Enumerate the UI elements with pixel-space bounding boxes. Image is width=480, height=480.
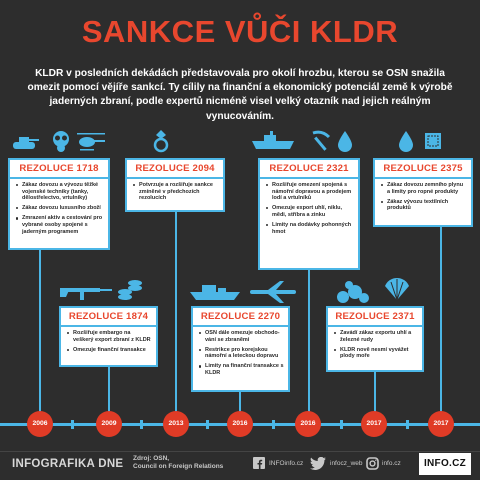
- tank-icon: [10, 129, 40, 155]
- twitter-handle: infocz_web: [330, 459, 363, 467]
- ship-icon: [250, 128, 296, 154]
- footer-source: [133, 455, 223, 471]
- source-line: Council on Foreign Relations: [133, 463, 224, 470]
- card-title: REZOLUCE 2321: [260, 160, 358, 179]
- coal-icon: [335, 276, 371, 306]
- instagram-link[interactable]: [365, 456, 401, 470]
- card-title: REZOLUCE 2371: [328, 308, 422, 327]
- shell-icon: [382, 274, 412, 304]
- list-item: Omezuje finanční transakce: [67, 347, 152, 354]
- connector-1718: [39, 248, 41, 412]
- year-marker: 2006: [27, 411, 53, 437]
- ship-icon: [188, 279, 242, 305]
- fabric-icon: [420, 128, 446, 154]
- coins-icon: [116, 274, 144, 304]
- card-rezoluce-1874: [59, 306, 158, 367]
- year-marker: 2017: [361, 411, 387, 437]
- plane-icon: [246, 279, 300, 305]
- instagram-icon: [365, 456, 379, 470]
- list-item: Zákaz dovozu luxusního zboží: [16, 205, 104, 212]
- timeline-tick: [406, 420, 409, 429]
- year-marker: 2009: [96, 411, 122, 437]
- connector-2321: [308, 268, 310, 412]
- connector-2094: [175, 210, 177, 412]
- card-rezoluce-2371: [326, 306, 424, 372]
- list-item: Zákaz vývozu textilních produktů: [381, 199, 467, 212]
- facebook-icon: [252, 456, 266, 470]
- card-title: REZOLUCE 2375: [375, 160, 471, 179]
- card-rezoluce-2321: [258, 158, 360, 270]
- facebook-handle: INFOinfo.cz: [269, 459, 304, 467]
- page-title: SANKCE VŮČI KLDR: [81, 14, 399, 49]
- connector-2270: [239, 390, 241, 412]
- helicopter-icon: [75, 129, 107, 155]
- list-item: KLDR nově nesmí vyvážet plody moře: [334, 347, 418, 360]
- instagram-handle: info.cz: [382, 459, 401, 467]
- timeline-tick: [71, 420, 74, 429]
- footer-divider: [0, 451, 480, 452]
- year-marker: 2017: [428, 411, 454, 437]
- list-item: Zavádí zákaz exportu uhlí a železné rudy: [334, 330, 418, 343]
- card-title: REZOLUCE 1718: [10, 160, 108, 179]
- list-item: Rozšiřuje embargo na veškerý export zbraní z KLDR: [67, 330, 152, 343]
- list-item: Restrikce pro korejskou námořní a leteckou dopravu: [199, 347, 284, 360]
- year-marker: 2013: [163, 411, 189, 437]
- oil-drop-icon: [332, 128, 358, 154]
- year-marker: 2016: [227, 411, 253, 437]
- timeline-tick: [340, 420, 343, 429]
- pickaxe-icon: [308, 128, 334, 154]
- facebook-link[interactable]: [252, 456, 303, 470]
- card-title: REZOLUCE 1874: [61, 308, 156, 327]
- source-line: Zdroj: OSN,: [133, 455, 170, 462]
- gas-mask-icon: [48, 128, 74, 154]
- list-item: Zákaz dovozu zemního plynu a limity pro ropné produkty: [381, 182, 467, 195]
- card-title: REZOLUCE 2270: [193, 308, 288, 327]
- card-rezoluce-1718: [8, 158, 110, 250]
- connector-2371: [374, 370, 376, 412]
- list-item: Omezuje export uhlí, niklu, mědi, stříbra a zinku: [266, 205, 354, 218]
- connector-2375: [440, 225, 442, 412]
- year-marker: 2016: [295, 411, 321, 437]
- list-item: Potvrzuje a rozšiřuje sankce zmíněné v předchozích rezolucích: [133, 182, 219, 202]
- list-item: OSN dále omezuje obchodo-vání se zbraněmi: [199, 330, 284, 343]
- footer-brand: INFOGRAFIKA DNE: [12, 458, 124, 470]
- rifle-icon: [58, 279, 114, 305]
- list-item: Zmrazení aktiv a cestování pro vybrané osoby spojené s jaderným programem: [16, 215, 104, 235]
- list-item: Limity na finanční transakce s KLDR: [199, 363, 284, 376]
- card-rezoluce-2375: [373, 158, 473, 227]
- connector-1874: [108, 365, 110, 412]
- list-item: Limity na dodávky pohonných hmot: [266, 222, 354, 235]
- card-rezoluce-2270: [191, 306, 290, 392]
- list-item: Zákaz dovozu a vývozu těžké vojenské techniky (tanky, dělostřelectvo, vrtulníky): [16, 182, 104, 202]
- card-title: REZOLUCE 2094: [127, 160, 223, 179]
- oil-drop-icon: [393, 128, 419, 154]
- twitter-icon: [309, 456, 327, 470]
- diamond-ring-icon: [148, 128, 174, 154]
- brand-logo: INFO.CZ: [419, 453, 471, 475]
- list-item: Rozšiřuje omezení spojená s námořní dopravou a prodejem lodí a vrtulníků: [266, 182, 354, 202]
- twitter-link[interactable]: [309, 456, 363, 470]
- intro-text: KLDR v posledních dekádách představovala pro okolí hrozbu, kterou se OSN snažila omezit pomocí vějíře sankcí. Ty cílily na finanční a ekonomický potenciál země k výrobě jaderných zbraní, podle expertů nicméně visel velký otazník nad jejich reálným vynucováním.: [27, 68, 453, 122]
- timeline-tick: [272, 420, 275, 429]
- timeline-tick: [140, 420, 143, 429]
- timeline-tick: [206, 420, 209, 429]
- card-rezoluce-2094: [125, 158, 225, 212]
